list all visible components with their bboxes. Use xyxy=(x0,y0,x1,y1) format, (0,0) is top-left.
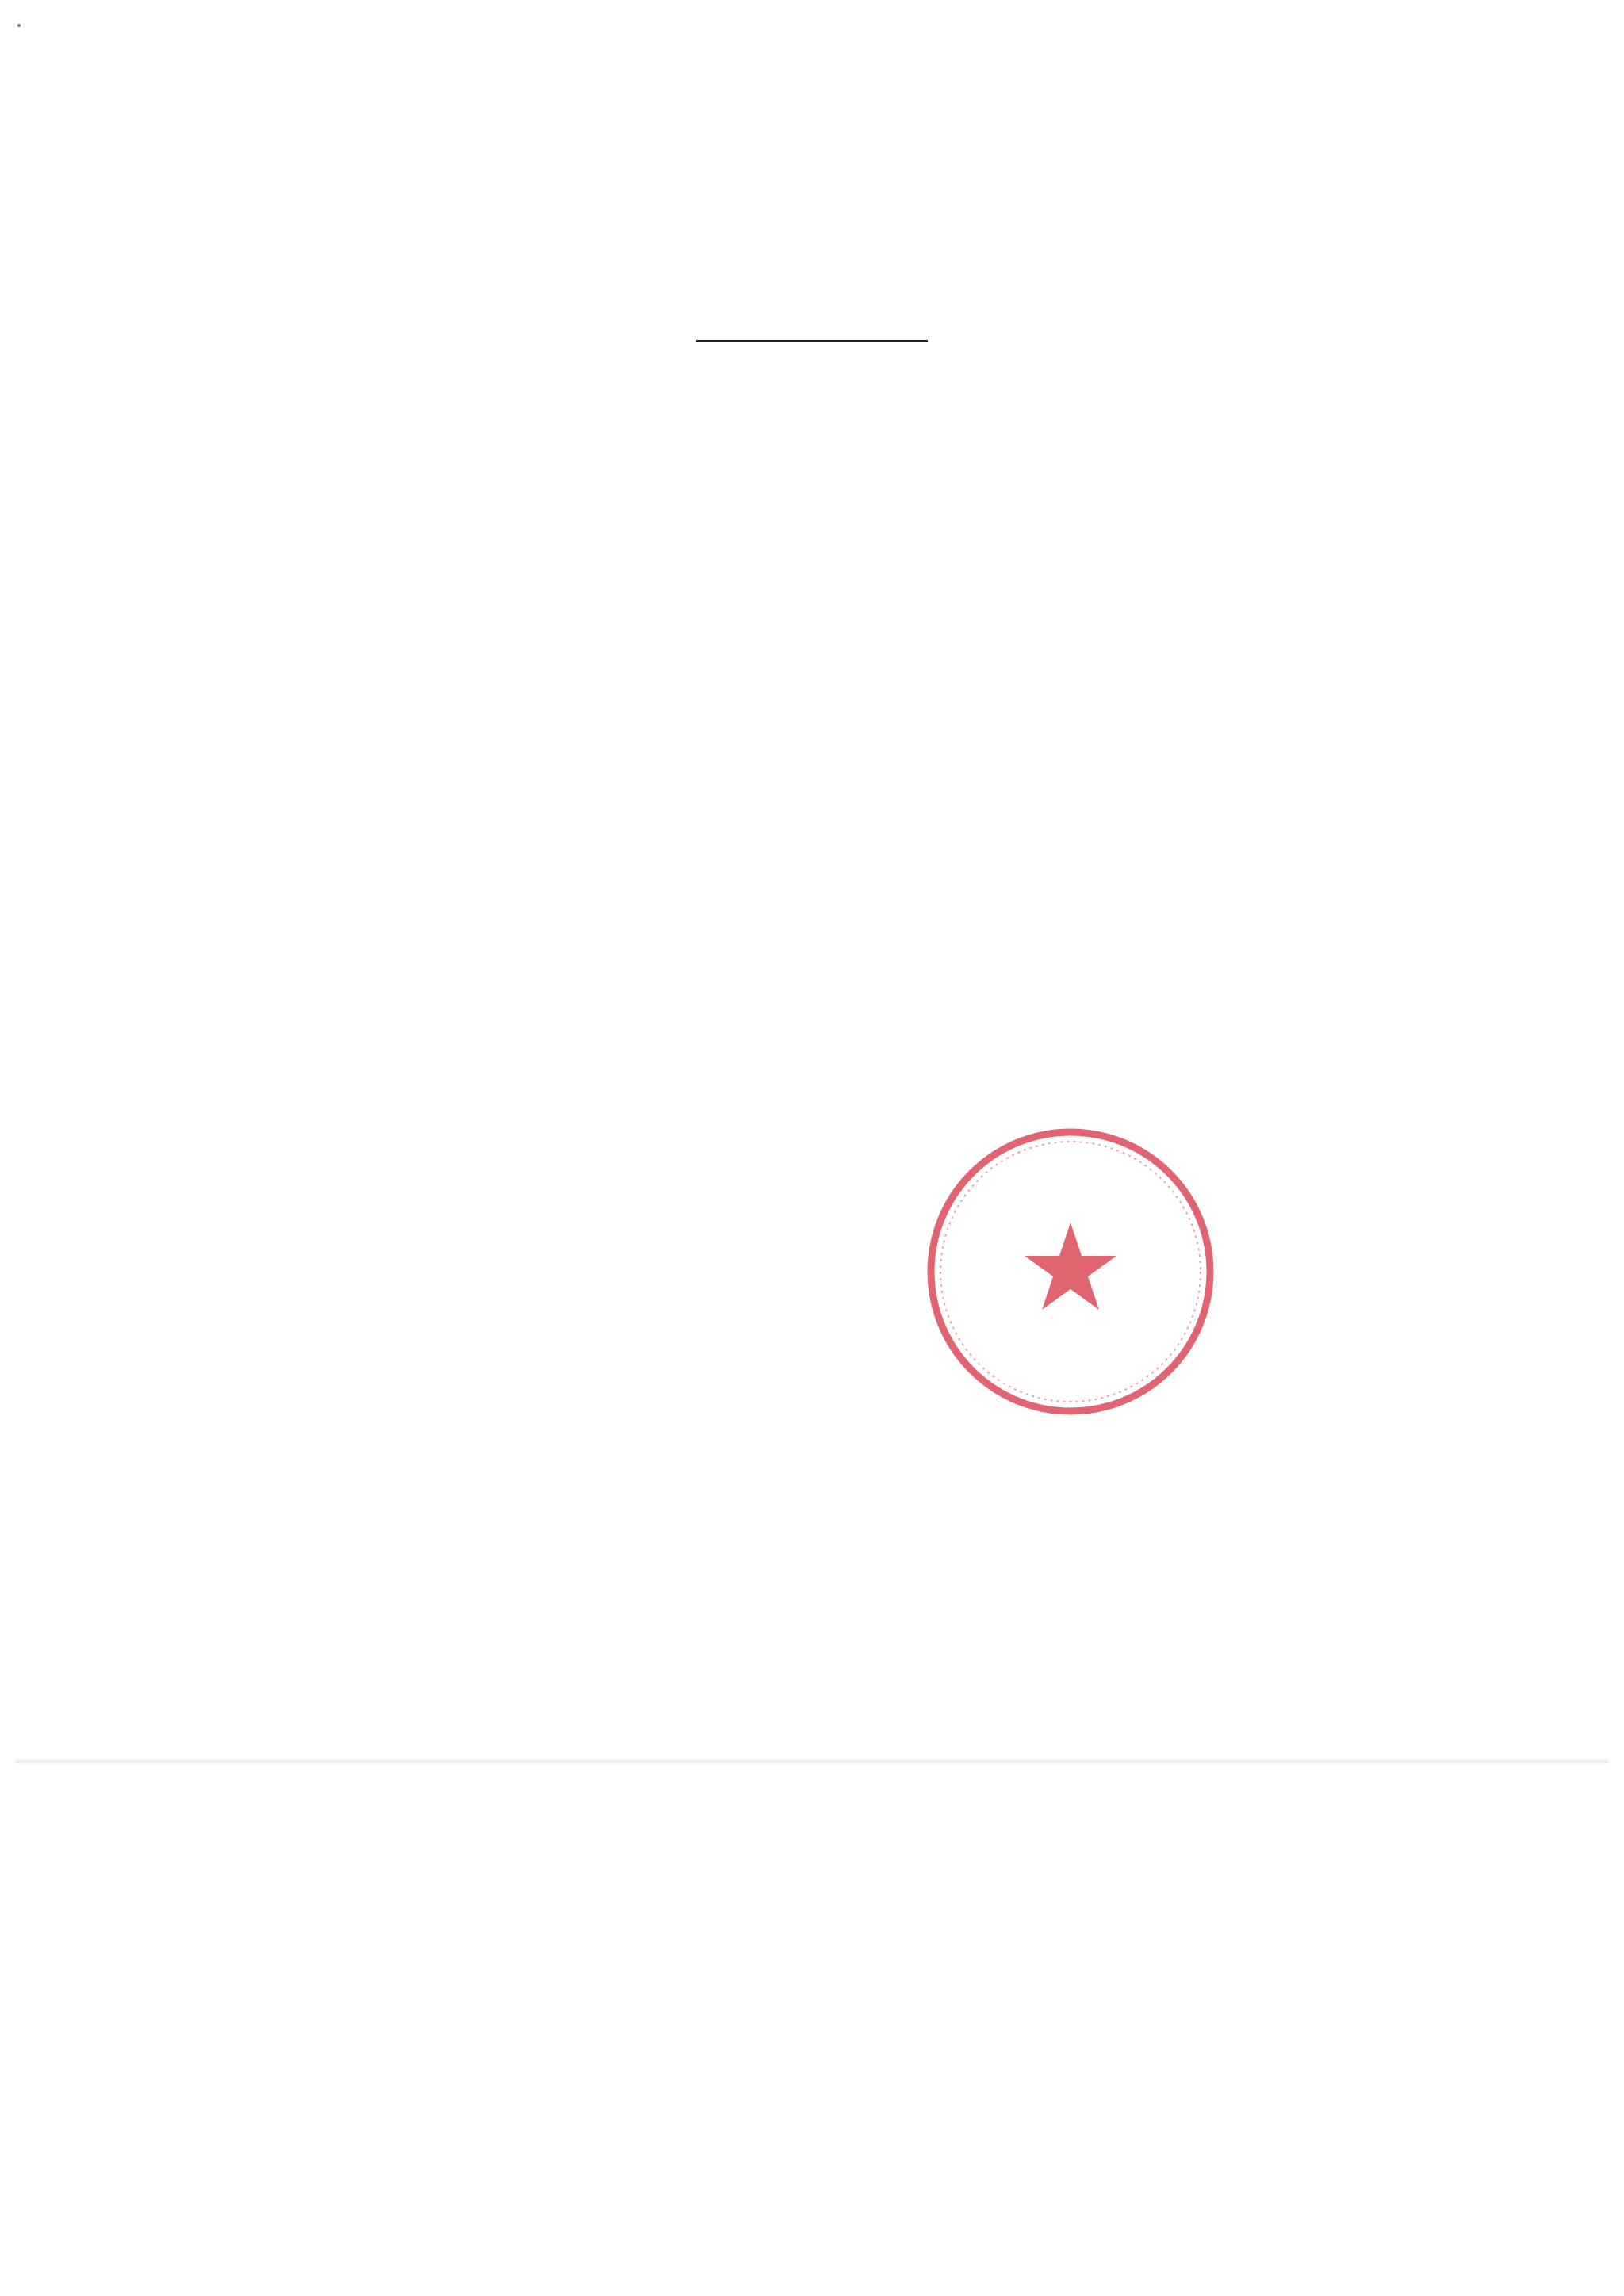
official-seal xyxy=(923,1124,1218,1419)
body-line xyxy=(255,904,1408,991)
signature-block xyxy=(761,1230,1348,1253)
number-value xyxy=(696,340,928,342)
scan-artifact-line xyxy=(16,1758,1608,1765)
notice-body xyxy=(255,468,1408,1078)
body-line xyxy=(255,642,1408,729)
scan-speck xyxy=(17,24,21,27)
notice-number xyxy=(0,298,1624,358)
body-line xyxy=(255,468,1408,555)
body-line xyxy=(255,729,1408,817)
seal-outer-ring xyxy=(931,1132,1210,1411)
seal-inner-ring xyxy=(940,1142,1201,1402)
body-line xyxy=(255,555,1408,642)
body-line xyxy=(255,991,1408,1078)
body-line xyxy=(255,817,1408,904)
